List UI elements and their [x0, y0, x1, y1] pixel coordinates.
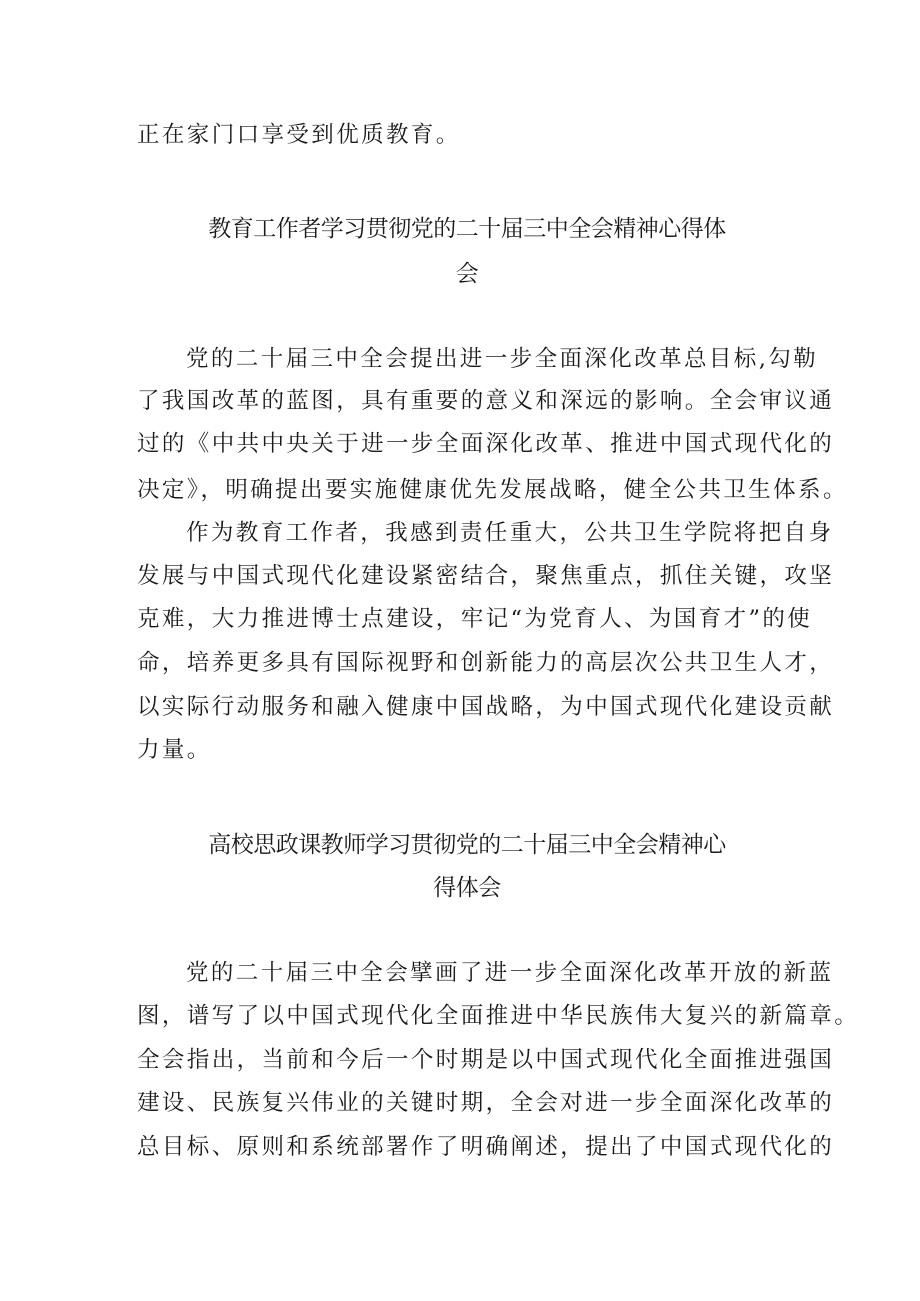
article2-title-line1: 高校思政课教师学习贯彻党的二十届三中全会精神心 [208, 832, 726, 858]
article1-para2-line: 发展与中国式现代化建设紧密结合，聚焦重点，抓住关键，攻坚 [137, 563, 835, 589]
article2-para1-line: 总目标、原则和系统部署作了明确阐述，提出了中国式现代化的 [137, 1134, 835, 1160]
article2-para1-line: 全会指出，当前和今后一个时期是以中国式现代化全面推进强国 [137, 1047, 835, 1073]
article2-title-line2: 得体会 [433, 875, 501, 901]
intro-text-line: 正在家门口享受到优质教育。 [137, 122, 461, 148]
article1-para2-line: 命，培养更多具有国际视野和创新能力的高层次公共卫生人才， [137, 650, 835, 676]
article1-para1-line: 党的二十届三中全会提出进一步全面深化改革总目标,勾勒 [186, 346, 819, 372]
article1-para2-line: 作为教育工作者，我感到责任重大，公共卫生学院将把自身 [186, 520, 834, 546]
article1-para1-line: 过的《中共中央关于进一步全面深化改革、推进中国式现代化的 [137, 431, 835, 457]
article1-para1-line: 决定》，明确提出要实施健康优先发展战略，健全公共卫生体系。 [137, 477, 848, 503]
article2-para1-line: 党的二十届三中全会擘画了进一步全面深化改革开放的新蓝 [186, 960, 834, 986]
article2-para1-line: 建设、民族复兴伟业的关键时期，全会对进一步全面深化改革的 [137, 1090, 835, 1116]
article1-para1-line: 了我国改革的蓝图，具有重要的意义和深远的影响。全会审议通 [137, 388, 835, 414]
article2-para1-line: 图，谱写了以中国式现代化全面推进中华民族伟大复兴的新篇章。 [137, 1003, 860, 1029]
article1-title-line1: 教育工作者学习贯彻党的二十届三中全会精神心得体 [208, 216, 726, 242]
article1-para2-line: 以实际行动服务和融入健康中国战略，为中国式现代化建设贡献 [137, 694, 835, 720]
article1-para2-line: 克难，大力推进博士点建设，牢记“为党育人、为国育才”的使 [137, 606, 813, 632]
article1-title-line2: 会 [455, 261, 479, 287]
article1-para2-line: 力量。 [137, 737, 212, 763]
